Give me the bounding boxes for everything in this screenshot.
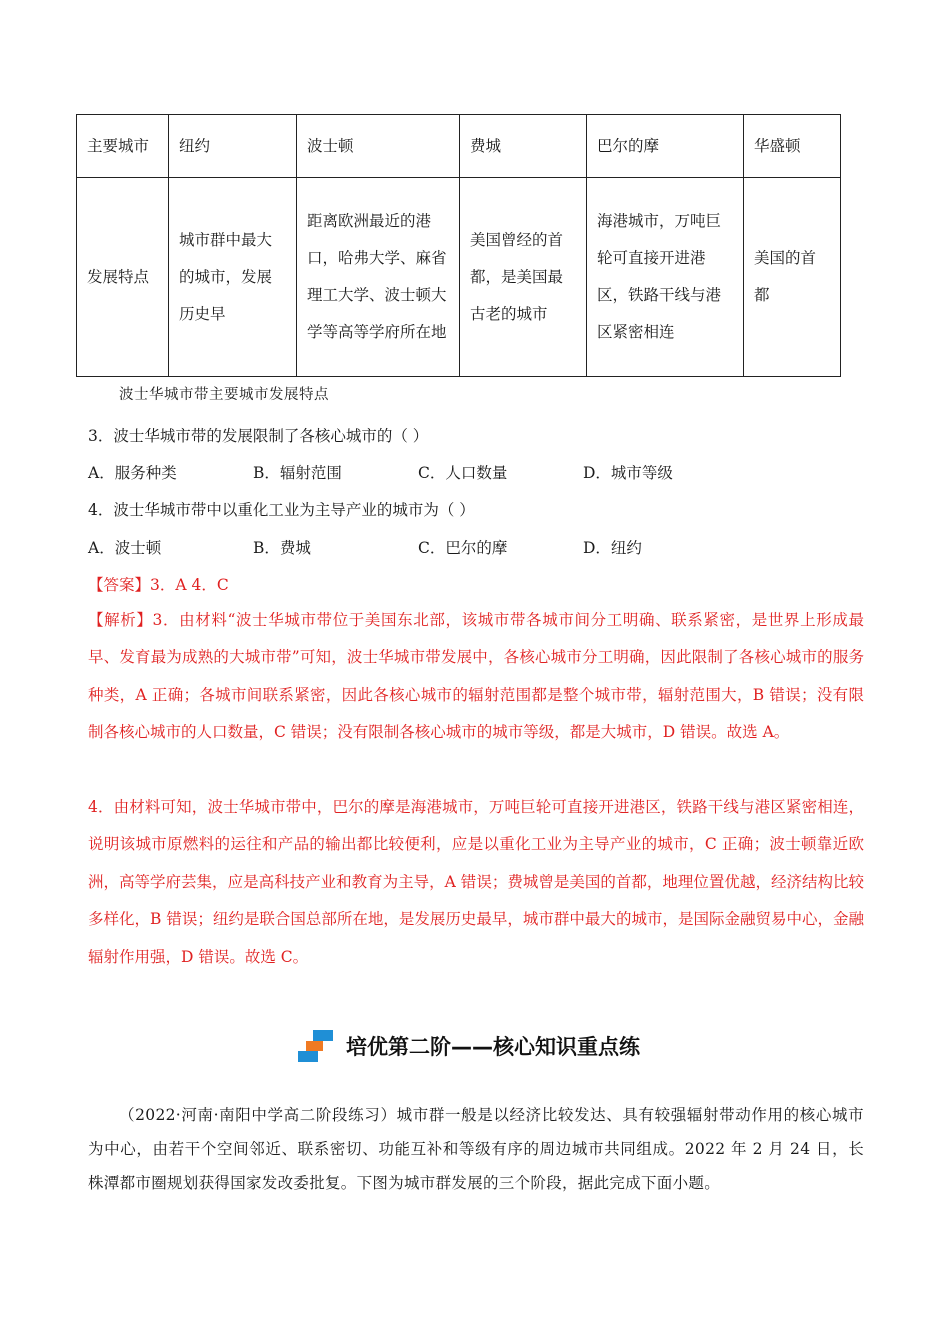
table-header-cell: 费城	[460, 115, 587, 178]
option-b: B．费城	[253, 539, 311, 557]
table-row	[77, 178, 841, 377]
analysis-text-3: 3．由材料“波士华城市带位于美国东北部，该城市带各城市间分工明确、联系紧密，是世界上形成最早、发育最为成熟的大城市带”可知，波士华城市带发展中，各核心城市分工明确，因此限制了各核心城市的服务种类，A 正确；各城市间联系紧密，因此各核心城市的辐射范围都是整个城市带，辐射范围大，B 错误；没有限制各核心城市的人口数量，C 错误；没有限制各核心城市的城市等级，都是大城市，D 错误。故选 A。	[88, 611, 864, 742]
answer-text: 3．A 4．C	[150, 576, 229, 594]
table-cell: 美国的首都	[744, 178, 841, 377]
table-header-cell: 华盛顿	[744, 115, 841, 178]
table-header-cell: 波士顿	[297, 115, 460, 178]
table-cell: 美国曾经的首都，是美国最古老的城市	[460, 178, 587, 377]
option-a: A．服务种类	[88, 464, 177, 482]
intro-paragraph: （2022·河南·南阳中学高二阶段练习）城市群一般是以经济比较发达、具有较强辐射带动作用的核心城市为中心，由若干个空间邻近、联系密切、功能互补和等级有序的周边城市共同组成。2022 年 2 月 24 日，长株潭都市圈规划获得国家发改委批复。下图为城市群发展的三个阶段，据此完成下面小题。	[88, 1106, 864, 1192]
option-a: A．波士顿	[88, 539, 162, 557]
table-header-cell: 纽约	[169, 115, 297, 178]
answer-tag: 【答案】	[88, 576, 151, 594]
analysis-tag: 【解析】	[88, 611, 153, 629]
section-title: 培优第二阶——核心知识重点练	[346, 1035, 640, 1059]
table-header-cell: 主要城市	[77, 115, 169, 178]
table-cell: 距离欧洲最近的港口，哈弗大学、麻省理工大学、波士顿大学等高等学府所在地	[297, 178, 460, 377]
option-b: B．辐射范围	[253, 464, 342, 482]
analysis-paragraph-2: 4．由材料可知，波士华城市带中，巴尔的摩是海港城市，万吨巨轮可直接开进港区，铁路干线与港区紧密相连，说明该城市原燃料的运往和产品的输出都比较便利，应是以重化工业为主导产业的城市，C 正确；波士顿靠近欧洲，高等学府芸集，应是高科技产业和教育为主导，A 错误；费城曾是美国的首都，地理位置优越，经济结构比较多样化，B 错误；纽约是联合国总部所在地，是发展历史最早，城市群中最大的城市，是国际金融贸易中心，金融辐射作用强，D 错误。故选 C。	[88, 798, 864, 966]
section-heading	[298, 1028, 640, 1064]
section-blocks-icon	[298, 1030, 334, 1062]
option-c: C．人口数量	[418, 464, 508, 482]
table-header-row	[77, 115, 841, 178]
question-3-stem: 3．波士华城市带的发展限制了各核心城市的（ ）	[88, 427, 429, 445]
option-c: C．巴尔的摩	[418, 539, 508, 557]
question-4-stem: 4．波士华城市带中以重化工业为主导产业的城市为（ ）	[88, 501, 475, 519]
cities-table	[76, 114, 841, 377]
answer-line	[88, 573, 229, 595]
table-caption: 波士华城市带主要城市发展特点	[119, 387, 329, 403]
table-header-cell: 巴尔的摩	[587, 115, 744, 178]
analysis-paragraph-1	[88, 602, 864, 752]
option-d: D．纽约	[583, 539, 642, 557]
table-cell: 海港城市，万吨巨轮可直接开进港区，铁路干线与港区紧密相连	[587, 178, 744, 377]
option-d: D．城市等级	[583, 464, 673, 482]
table-row-label: 发展特点	[77, 178, 169, 377]
table-cell: 城市群中最大的城市，发展历史早	[169, 178, 297, 377]
